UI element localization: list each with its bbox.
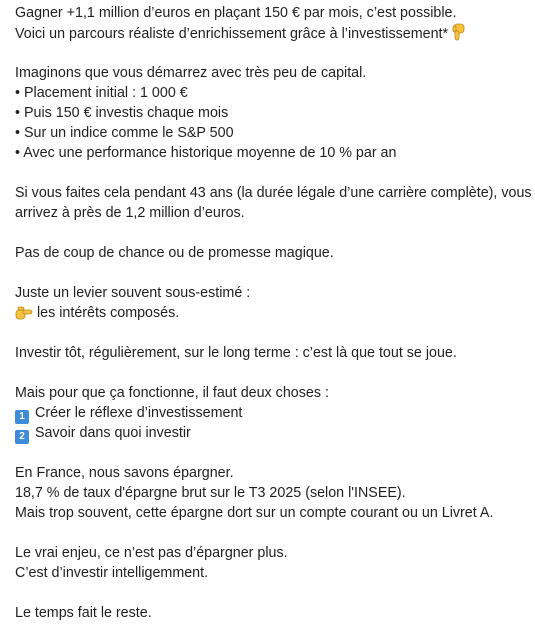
two-things-item-2-text: Savoir dans quoi investir xyxy=(35,425,191,441)
setup-bullet-performance: • Avec une performance historique moyenne de 10 % par an xyxy=(15,145,397,161)
two-things-item-1 xyxy=(15,403,530,423)
setup-bullet-index: • Sur un indice comme le S&P 500 xyxy=(15,125,234,141)
setup-bullet-initial: • Placement initial : 1 000 € xyxy=(15,85,188,101)
keycap-two-icon: 2 xyxy=(15,430,29,444)
invest-early-line: Investir tôt, régulièrement, sur le long terme : c’est là que tout se joue. xyxy=(15,345,457,361)
stake-line-1: Le vrai enjeu, ce n’est pas d’épargner plus. xyxy=(15,545,288,561)
lever-item-text: les intérêts composés. xyxy=(36,305,180,321)
france-line-2: 18,7 % de taux d'épargne brut sur le T3 2025 (selon l'INSEE). xyxy=(15,485,406,501)
intro-headline xyxy=(15,3,530,23)
france-line-1: En France, nous savons épargner. xyxy=(15,465,234,481)
two-things-item-1-text: Créer le réflexe d’investissement xyxy=(35,405,243,421)
pointing-right-icon xyxy=(15,306,33,326)
stake-line-2: C’est d’investir intelligemment. xyxy=(15,565,209,581)
lever-item xyxy=(15,303,530,323)
two-things-item-2 xyxy=(15,423,530,443)
post-body xyxy=(15,3,530,623)
pointing-down-icon xyxy=(452,23,467,47)
intro-subline-text: Voici un parcours réaliste d’enrichissement grâce à l’investissement* xyxy=(15,26,449,42)
france-line-3: Mais trop souvent, cette épargne dort sur un compte courant ou un Livret A. xyxy=(15,505,494,521)
keycap-one-icon: 1 xyxy=(15,410,29,424)
lever-lead: Juste un levier souvent sous-estimé : xyxy=(15,285,251,301)
intro-subline xyxy=(15,23,530,43)
two-things-lead: Mais pour que ça fonctionne, il faut deux choses : xyxy=(15,385,329,401)
intro-headline-text: Gagner +1,1 million d’euros en plaçant 150 € par mois, c’est possible. xyxy=(15,5,457,21)
result-line-1: Si vous faites cela pendant 43 ans (la durée légale d’une carrière complète), vous xyxy=(15,185,532,201)
setup-lead: Imaginons que vous démarrez avec très peu de capital. xyxy=(15,65,367,81)
no-luck-line: Pas de coup de chance ou de promesse magique. xyxy=(15,245,334,261)
result-line-2: arrivez à près de 1,2 million d’euros. xyxy=(15,205,245,221)
setup-bullet-monthly: • Puis 150 € investis chaque mois xyxy=(15,105,229,121)
closing-line: Le temps fait le reste. xyxy=(15,605,152,621)
